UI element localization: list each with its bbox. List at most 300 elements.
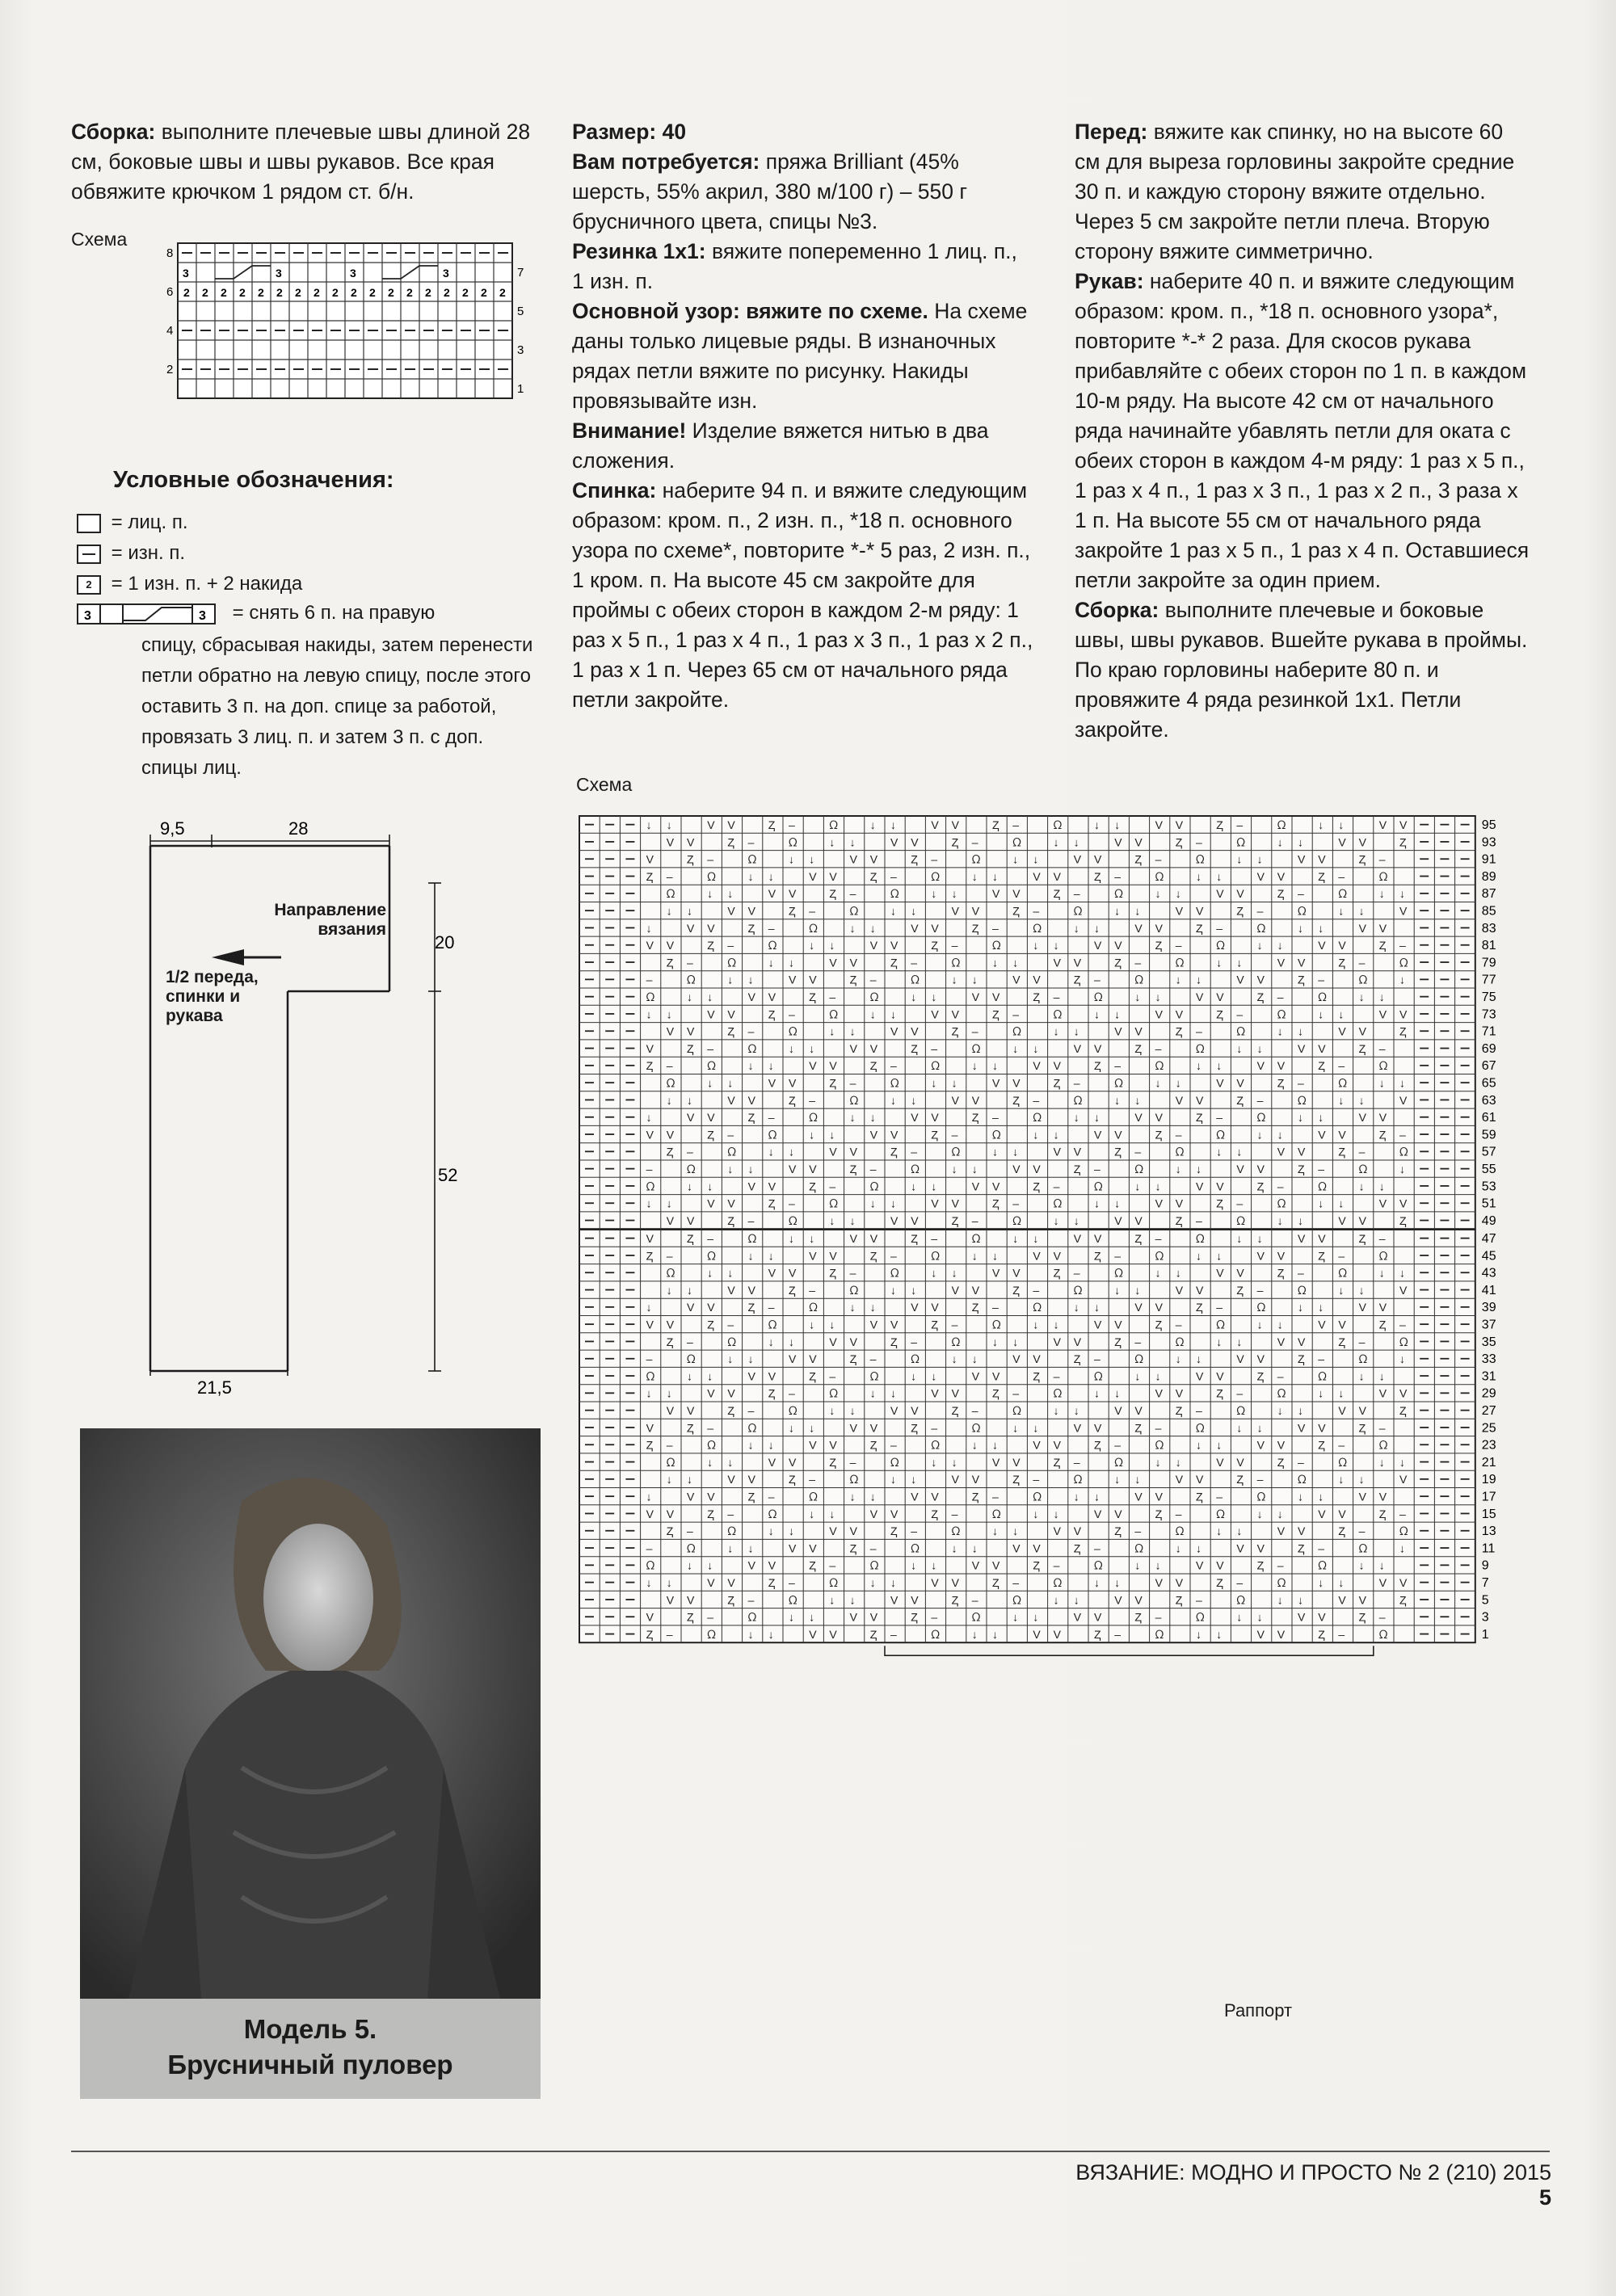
stitch-symbol: V — [1134, 1301, 1143, 1314]
stitch-symbol: V — [666, 1507, 675, 1520]
stitch-symbol: Ⱬ — [890, 1524, 898, 1538]
stitch-symbol: ↓ — [1358, 1093, 1365, 1107]
stitch-symbol: V — [931, 1576, 939, 1589]
stitch-symbol: ↓ — [1053, 835, 1059, 849]
stitch-symbol: ᘯ — [646, 1180, 655, 1193]
stitch-symbol: – — [1399, 1507, 1406, 1520]
stitch-symbol: V — [1216, 1076, 1224, 1090]
stitch-symbol: ᘯ — [951, 1335, 961, 1348]
row-number: 85 — [1481, 904, 1496, 919]
stitch-symbol: ↓ — [1175, 1163, 1181, 1175]
stitch-symbol: – — [1216, 1490, 1223, 1503]
stitch-symbol: ᘯ — [1338, 1266, 1348, 1280]
stitch-symbol: V — [1175, 1576, 1184, 1589]
front-text: вяжите как спинку, но на высоте 60 см для выреза горловины закройте средние 30 п. и каждую сторону вяжите отдельно. Через 5 см закройте петли плеча. Вторую сторону вяжите симметрично. — [1075, 120, 1515, 263]
stitch-symbol: – — [869, 1163, 877, 1175]
stitch-symbol: V — [1338, 1318, 1346, 1331]
stitch-symbol: V — [1073, 1145, 1082, 1159]
stitch-symbol: ↓ — [809, 1041, 815, 1055]
stitch-symbol: – — [747, 1593, 755, 1607]
stitch-symbol: ↓ — [1114, 1576, 1121, 1589]
stitch-symbol: V — [1277, 1335, 1286, 1348]
stitch-symbol: – — [1318, 973, 1324, 986]
stitch-symbol: V — [1033, 1352, 1041, 1366]
stitch-symbol: V — [1277, 1145, 1286, 1159]
assembly-label: Сборка: — [71, 120, 156, 144]
stitch-symbol: V — [727, 1007, 735, 1021]
stitch-symbol: ᘯ — [992, 1128, 1001, 1142]
stitch-symbol: Ⱬ — [687, 1041, 694, 1055]
stitch-symbol: V — [951, 818, 959, 831]
dim-side: 52 — [438, 1165, 458, 1185]
stitch-symbol: ᘯ — [890, 1455, 899, 1469]
stitch-symbol: V — [809, 869, 817, 883]
stitch-symbol: ↓ — [1318, 818, 1324, 831]
stitch-symbol: V — [1358, 1213, 1366, 1227]
stitch-symbol: ↓ — [1114, 1473, 1121, 1487]
stitch-symbol: V — [1012, 1455, 1021, 1469]
row-number: 13 — [1481, 1524, 1496, 1539]
stitch-symbol: – — [1196, 1593, 1202, 1607]
stitch-symbol: V — [1134, 1111, 1143, 1125]
yo-cell: 2 — [239, 286, 246, 299]
stitch-symbol: V — [1155, 1111, 1163, 1125]
stitch-symbol: V — [666, 1318, 675, 1331]
stitch-symbol: Ⱬ — [951, 1213, 959, 1227]
stitch-symbol: V — [1094, 1128, 1102, 1142]
stitch-symbol: V — [1114, 835, 1122, 849]
model-caption — [80, 1999, 541, 2099]
stitch-symbol: ᘯ — [1338, 887, 1348, 901]
stitch-symbol: – — [951, 1507, 958, 1520]
stitch-symbol: – — [1338, 1627, 1345, 1641]
stitch-symbol: V — [911, 921, 919, 935]
stitch-symbol: ↓ — [829, 1024, 835, 1038]
stitch-symbol: ᘯ — [849, 1283, 859, 1297]
stitch-symbol: Ⱬ — [1277, 1455, 1285, 1469]
stitch-symbol: ↓ — [931, 1369, 937, 1383]
stitch-symbol: V — [1399, 1007, 1408, 1021]
stitch-symbol: ᘯ — [1318, 1369, 1327, 1383]
stitch-symbol: ↓ — [1236, 852, 1243, 866]
stitch-symbol: – — [1134, 1145, 1142, 1159]
stitch-symbol: Ⱬ — [727, 835, 734, 849]
stitch-symbol: – — [1094, 1541, 1100, 1555]
attention-text: Изделие вяжется нитью в два сложения. — [572, 418, 989, 473]
stitch-symbol: V — [1114, 1593, 1122, 1607]
stitch-symbol: – — [1378, 852, 1386, 866]
stitch-symbol: ᘯ — [1073, 1473, 1083, 1487]
stitch-symbol: V — [687, 835, 695, 849]
stitch-symbol: – — [1318, 1352, 1324, 1366]
stitch-symbol: ↓ — [971, 1163, 978, 1175]
stitch-symbol: ᘯ — [727, 1335, 737, 1348]
stitch-symbol: ↓ — [1012, 1524, 1019, 1538]
legend-item-purl — [77, 540, 185, 567]
stitch-symbol: Ⱬ — [1155, 1507, 1163, 1520]
stitch-symbol: V — [1196, 1558, 1204, 1572]
stitch-symbol: ↓ — [1378, 1369, 1385, 1383]
stitch-symbol: V — [992, 887, 1000, 901]
stitch-symbol: ᘯ — [666, 1076, 675, 1090]
stitch-symbol: ᘯ — [1256, 1111, 1266, 1125]
stitch-symbol: ↓ — [768, 1335, 774, 1348]
stitch-symbol: – — [1358, 956, 1366, 969]
stitch-symbol: ᘯ — [971, 1041, 981, 1055]
stitch-symbol: – — [1114, 1438, 1121, 1452]
stitch-symbol: V — [727, 1386, 735, 1400]
stitch-symbol: ↓ — [931, 1558, 937, 1572]
stitch-symbol: ᘯ — [768, 1507, 777, 1520]
stitch-symbol: ᘯ — [829, 1386, 839, 1400]
stitch-symbol: V — [1073, 852, 1082, 866]
stitch-symbol: V — [951, 1473, 959, 1487]
stitch-symbol: ↓ — [768, 1438, 774, 1452]
stitch-symbol: V — [1033, 1627, 1041, 1641]
rapport-label: Раппорт — [1224, 2000, 1293, 2021]
stitch-symbol: – — [1196, 1024, 1202, 1038]
stitch-symbol: – — [707, 1041, 713, 1055]
stitch-symbol: V — [1236, 887, 1244, 901]
stitch-symbol: ↓ — [1358, 1369, 1365, 1383]
main-pattern-text: На схеме даны только лицевые ряды. В изнаночных рядах петли вяжите по рисунку. Накиды провязывайте изн. — [572, 299, 1028, 413]
stitch-symbol: – — [971, 1593, 978, 1607]
legend-cable-text: = снять 6 п. на правую — [232, 602, 436, 624]
stitch-symbol: Ⱬ — [727, 1024, 734, 1038]
stitch-symbol: ↓ — [1012, 1232, 1019, 1245]
row-number: 89 — [1481, 869, 1496, 884]
stitch-symbol: V — [911, 835, 919, 849]
stitch-symbol: ↓ — [666, 904, 672, 918]
stitch-symbol: – — [1399, 1128, 1406, 1142]
stitch-symbol: – — [951, 1318, 958, 1331]
stitch-symbol: V — [707, 1007, 715, 1021]
stitch-symbol: V — [666, 835, 675, 849]
stitch-symbol: ↓ — [707, 1558, 713, 1572]
stitch-symbol: – — [890, 1059, 897, 1073]
stitch-symbol: V — [1155, 1007, 1163, 1021]
stitch-symbol: V — [1216, 990, 1224, 1003]
stitch-symbol: ↓ — [1216, 1627, 1223, 1641]
stitch-symbol: ↓ — [707, 990, 713, 1003]
stitch-symbol: ᘯ — [849, 1093, 859, 1107]
stitch-symbol: V — [809, 1438, 817, 1452]
stitch-symbol: ↓ — [1155, 1455, 1161, 1469]
stitch-symbol: ↓ — [1399, 1266, 1405, 1280]
stitch-symbol: – — [1298, 1266, 1304, 1280]
stitch-symbol: ᘯ — [1196, 852, 1205, 866]
row-label-left: 2 — [166, 363, 174, 376]
stitch-symbol: ↓ — [992, 1438, 998, 1452]
stitch-symbol: – — [1073, 1076, 1080, 1090]
stitch-symbol: Ⱬ — [666, 1335, 674, 1348]
stitch-symbol: – — [890, 1249, 897, 1263]
stitch-symbol: ᘯ — [809, 1111, 818, 1125]
stitch-symbol: ↓ — [1073, 921, 1079, 935]
stitch-symbol: ↓ — [890, 1386, 896, 1400]
stitch-symbol: – — [1053, 1558, 1060, 1572]
stitch-symbol: V — [829, 1059, 837, 1073]
stitch-symbol: ᘯ — [1236, 1213, 1246, 1227]
stitch-symbol: V — [890, 939, 898, 952]
stitch-symbol: – — [666, 1627, 673, 1641]
stitch-symbol: ↓ — [646, 921, 652, 935]
stitch-symbol: – — [646, 1352, 653, 1366]
stitch-symbol: Ⱬ — [1378, 1128, 1387, 1142]
magazine-title: ВЯЗАНИЕ: МОДНО И ПРОСТО № 2 (210) 2015 — [1075, 2160, 1551, 2185]
stitch-symbol: – — [1134, 956, 1142, 969]
row-number: 41 — [1481, 1283, 1496, 1297]
stitch-symbol: ↓ — [869, 921, 876, 935]
stitch-symbol: ↓ — [931, 1076, 937, 1090]
stitch-symbol: Ⱬ — [849, 973, 857, 986]
stitch-symbol: ↓ — [951, 887, 957, 901]
stitch-symbol: V — [1298, 1610, 1306, 1624]
stitch-symbol: ᘯ — [789, 1593, 797, 1607]
stitch-symbol: V — [1236, 1163, 1244, 1175]
stitch-symbol: ᘯ — [707, 1059, 716, 1073]
stitch-symbol: ↓ — [747, 1627, 754, 1641]
stitch-symbol: ᘯ — [1318, 1180, 1327, 1193]
stitch-symbol: ᘯ — [992, 1507, 1001, 1520]
stitch-symbol: V — [1318, 1610, 1326, 1624]
stitch-symbol: ↓ — [1256, 1128, 1263, 1142]
stitch-symbol: Ⱬ — [829, 887, 836, 901]
stitch-symbol: ↓ — [1298, 1213, 1303, 1227]
stitch-symbol: ᘯ — [1053, 1576, 1063, 1589]
stitch-symbol: ↓ — [1155, 1558, 1161, 1572]
stitch-symbol: ↓ — [971, 1627, 978, 1641]
stitch-symbol: – — [971, 1024, 978, 1038]
row-number: 5 — [1481, 1593, 1489, 1608]
stitch-symbol: V — [646, 1318, 654, 1331]
stitch-symbol: ↓ — [869, 1490, 876, 1503]
stitch-symbol: ↓ — [1399, 1455, 1405, 1469]
stitch-symbol: – — [1114, 1059, 1121, 1073]
stitch-symbol: ↓ — [992, 1524, 998, 1538]
row-number: 93 — [1481, 835, 1496, 850]
stitch-symbol: ↓ — [1012, 1145, 1019, 1159]
stitch-symbol: ↓ — [911, 1283, 917, 1297]
stitch-symbol: V — [1175, 904, 1184, 918]
stitch-symbol: V — [1114, 1404, 1122, 1417]
stitch-symbol: Ⱬ — [1236, 904, 1244, 918]
stitch-symbol: ↓ — [809, 939, 815, 952]
row-number: 33 — [1481, 1352, 1496, 1367]
stitch-symbol: ↓ — [931, 1455, 937, 1469]
stitch-symbol: V — [1298, 852, 1306, 866]
stitch-symbol: V — [1318, 1507, 1326, 1520]
stitch-symbol: V — [666, 1024, 675, 1038]
stitch-symbol: V — [1094, 1421, 1102, 1435]
model-number: Модель 5. — [243, 2014, 377, 2044]
stitch-symbol: ↓ — [1155, 990, 1161, 1003]
stitch-symbol: ↓ — [809, 1421, 815, 1435]
stitch-symbol: V — [951, 904, 959, 918]
stitch-symbol: ↓ — [1033, 1507, 1039, 1520]
stitch-symbol: – — [707, 1421, 713, 1435]
stitch-symbol: ᘯ — [1175, 1524, 1185, 1538]
stitch-symbol: ↓ — [1155, 1076, 1161, 1090]
stitch-symbol: V — [890, 835, 898, 849]
stitch-symbol: V — [1012, 1541, 1021, 1555]
stitch-symbol: V — [1155, 818, 1163, 831]
stitch-symbol: ↓ — [1236, 1232, 1243, 1245]
rapport-bracket — [885, 1646, 1374, 1655]
stitch-symbol: ↓ — [687, 1473, 692, 1487]
stitch-symbol: ↓ — [809, 852, 815, 866]
stitch-symbol: V — [1155, 1301, 1163, 1314]
stitch-symbol: ↓ — [1236, 1421, 1243, 1435]
stitch-symbol: ↓ — [789, 852, 794, 866]
yo-cell: 2 — [499, 286, 506, 299]
stitch-symbol: – — [1277, 1369, 1284, 1383]
stitch-symbol: ↓ — [1256, 852, 1263, 866]
stitch-symbol: V — [1012, 1266, 1021, 1280]
stitch-symbol: V — [1318, 939, 1326, 952]
stitch-symbol: ↓ — [971, 1438, 978, 1452]
stitch-symbol: ↓ — [1318, 1490, 1324, 1503]
stitch-symbol: ↓ — [911, 1369, 917, 1383]
stitch-symbol: V — [666, 1404, 675, 1417]
stitch-symbol: ᘯ — [1196, 1421, 1205, 1435]
stitch-symbol: Ⱬ — [1094, 1249, 1101, 1263]
stitch-symbol: – — [1053, 990, 1060, 1003]
stitch-symbol: V — [1277, 1249, 1286, 1263]
stitch-symbol: ᘯ — [1053, 818, 1063, 831]
stitch-symbol: ↓ — [727, 887, 734, 901]
stitch-symbol: ↓ — [1196, 973, 1201, 986]
stitch-symbol: – — [687, 956, 693, 969]
stitch-symbol: V — [747, 904, 755, 918]
stitch-symbol: ᘯ — [646, 990, 655, 1003]
stitch-symbol: V — [1318, 1128, 1326, 1142]
stitch-symbol: – — [1216, 921, 1223, 935]
stitch-symbol: Ⱬ — [992, 1576, 999, 1589]
stitch-symbol: ᘯ — [1175, 1145, 1185, 1159]
big-chart-title: Схема — [576, 774, 633, 795]
stitch-symbol: ↓ — [1236, 1041, 1243, 1055]
stitch-symbol: Ⱬ — [1378, 939, 1387, 952]
stitch-symbol: ↓ — [687, 904, 692, 918]
stitch-symbol: ↓ — [829, 1593, 835, 1607]
stitch-symbol: ↓ — [1196, 1627, 1201, 1641]
stitch-symbol: ↓ — [1318, 921, 1324, 935]
stitch-symbol: – — [1094, 973, 1100, 986]
stitch-symbol: V — [992, 1266, 1000, 1280]
stitch-symbol: V — [1033, 1438, 1041, 1452]
stitch-symbol: Ⱬ — [1277, 1076, 1285, 1090]
stitch-symbol: V — [666, 939, 675, 952]
stitch-symbol: Ⱬ — [646, 1627, 654, 1641]
stitch-symbol: V — [707, 1196, 715, 1210]
stitch-symbol: ᘯ — [1378, 1249, 1388, 1263]
stitch-symbol: V — [687, 1490, 695, 1503]
stitch-symbol: ᘯ — [789, 1024, 797, 1038]
stitch-symbol: ↓ — [747, 1249, 754, 1263]
stitch-symbol: V — [1399, 1283, 1408, 1297]
stitch-symbol: V — [646, 1041, 654, 1055]
stitch-symbol: ↓ — [911, 990, 917, 1003]
stitch-symbol: – — [809, 1473, 815, 1487]
front-label: Перед: — [1075, 120, 1148, 144]
stitch-symbol: ↓ — [1073, 1301, 1079, 1314]
stitch-symbol: ᘯ — [1236, 1404, 1246, 1417]
stitch-symbol: ᘯ — [1298, 1093, 1307, 1107]
stitch-symbol: ↓ — [829, 939, 835, 952]
stitch-symbol: ᘯ — [869, 1180, 879, 1193]
stitch-symbol: ↓ — [727, 1352, 734, 1366]
stitch-symbol: ᘯ — [1073, 904, 1083, 918]
stitch-symbol: ↓ — [687, 1180, 692, 1193]
stitch-symbol: V — [1298, 1041, 1306, 1055]
stitch-symbol: – — [789, 818, 795, 831]
stitch-symbol: ↓ — [1134, 990, 1141, 1003]
stitch-symbol: V — [1298, 1524, 1306, 1538]
stitch-symbol: ᘯ — [1053, 1386, 1063, 1400]
stitch-symbol: ↓ — [971, 1541, 978, 1555]
stitch-symbol: V — [1053, 1524, 1061, 1538]
stitch-symbol: V — [1094, 1318, 1102, 1331]
row-label-right: 5 — [517, 305, 524, 318]
stitch-symbol: V — [789, 1352, 797, 1366]
stitch-symbol: V — [1216, 1558, 1224, 1572]
stitch-symbol: ᘯ — [1358, 1163, 1368, 1175]
stitch-symbol: V — [1236, 973, 1244, 986]
stitch-symbol: ↓ — [747, 1059, 754, 1073]
stitch-symbol: ↓ — [747, 1163, 754, 1175]
main-pattern-bold: вяжите по схеме. — [739, 299, 928, 323]
stitch-symbol: ↓ — [1114, 1196, 1121, 1210]
stitch-symbol: ᘯ — [1256, 921, 1266, 935]
stitch-symbol: ᘯ — [1216, 939, 1225, 952]
stitch-symbol: – — [1378, 1232, 1386, 1245]
stitch-symbol: Ⱬ — [1256, 1180, 1265, 1193]
stitch-symbol: ↓ — [666, 818, 672, 831]
stitch-symbol: V — [1196, 1369, 1204, 1383]
stitch-symbol: Ⱬ — [1094, 869, 1101, 883]
stitch-symbol: V — [1155, 1490, 1163, 1503]
stitch-symbol: Ⱬ — [971, 1490, 979, 1503]
stitch-symbol: Ⱬ — [1012, 1473, 1020, 1487]
garment-schematic — [121, 812, 541, 1398]
stitch-symbol: – — [1358, 1145, 1366, 1159]
stitch-symbol: ↓ — [1318, 1386, 1324, 1400]
stitch-symbol: V — [1338, 1213, 1346, 1227]
stitch-symbol: ᘯ — [931, 1627, 941, 1641]
stitch-symbol: Ⱬ — [951, 835, 959, 849]
stitch-symbol: V — [911, 1593, 919, 1607]
stitch-symbol: ↓ — [890, 818, 896, 831]
stitch-symbol: ᘯ — [869, 990, 879, 1003]
stitch-symbol: ᘯ — [1256, 1301, 1266, 1314]
stitch-symbol: V — [1114, 1507, 1122, 1520]
stitch-symbol: ↓ — [1114, 1386, 1121, 1400]
stitch-symbol: ↓ — [1033, 939, 1039, 952]
stitch-symbol: ↓ — [727, 1076, 734, 1090]
stitch-symbol: ↓ — [1134, 1473, 1141, 1487]
stitch-symbol: ↓ — [951, 1541, 957, 1555]
stitch-symbol: – — [849, 887, 856, 901]
stitch-symbol: ᘯ — [809, 1490, 818, 1503]
stitch-symbol: – — [809, 1283, 815, 1297]
stitch-symbol: V — [1399, 1196, 1408, 1210]
stitch-symbol: ᘯ — [1216, 1128, 1225, 1142]
stitch-symbol: – — [1298, 887, 1304, 901]
stitch-symbol: V — [1033, 1249, 1041, 1263]
knitting-direction-label: Направление вязания — [274, 901, 386, 939]
stitch-symbol: Ⱬ — [1236, 1283, 1244, 1297]
